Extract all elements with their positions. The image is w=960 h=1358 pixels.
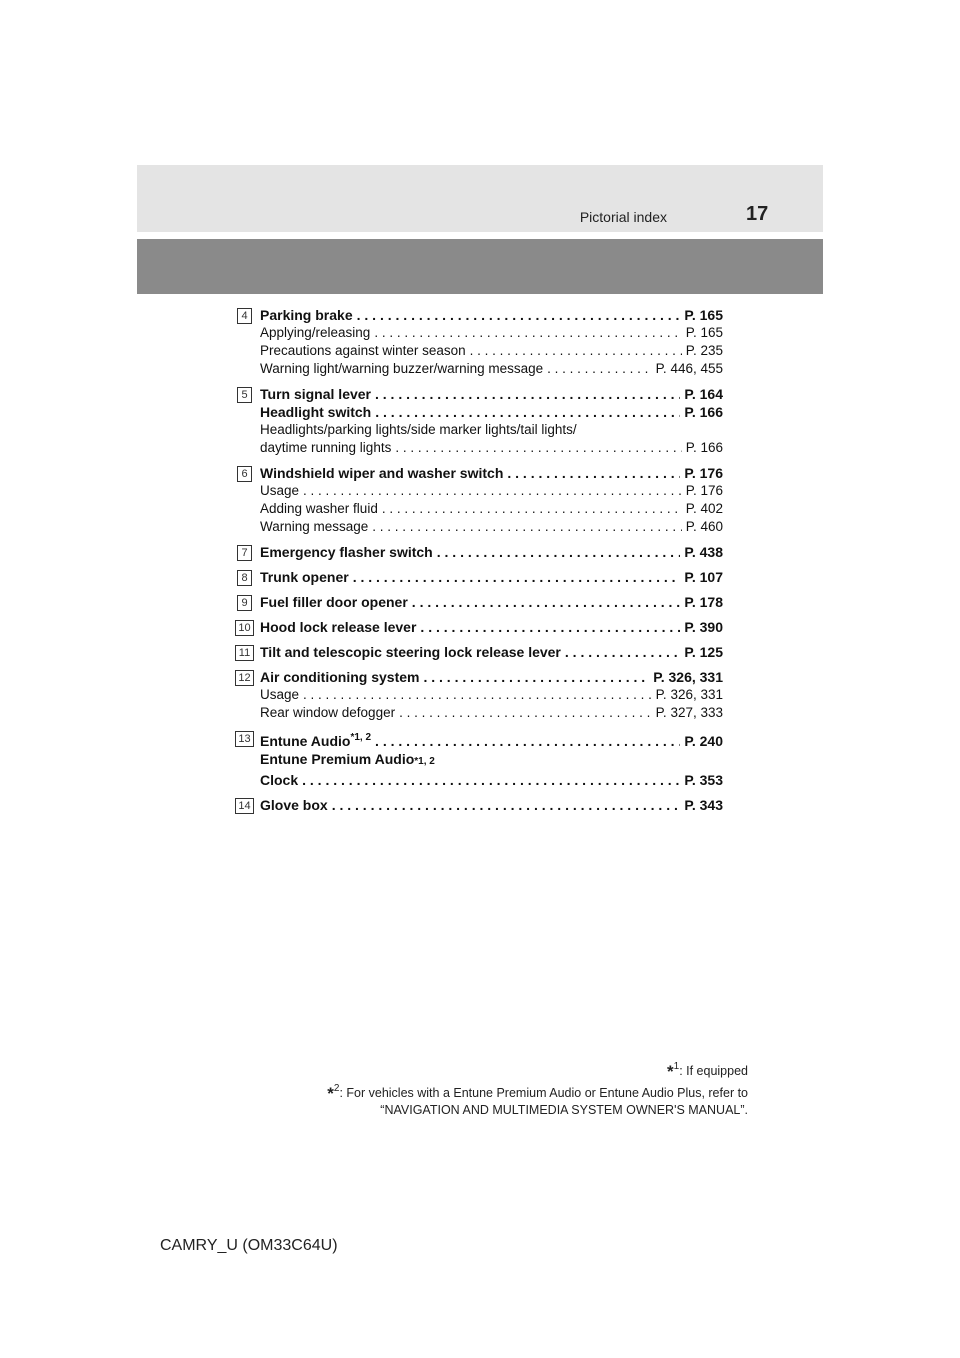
index-item [260, 403, 723, 421]
page-reference-link[interactable]: P. 390 [684, 619, 723, 635]
index-item-label: Tilt and telescopic steering lock release lever [260, 644, 561, 660]
page-number: 17 [746, 203, 769, 225]
index-subitem-label: Warning light/warning buzzer/warning message [260, 361, 544, 376]
index-subitem-label: daytime running lights [260, 440, 392, 455]
header-band-light [137, 165, 823, 232]
index-entry [237, 385, 723, 457]
dot-leader [303, 482, 682, 500]
index-item-label: Parking brake [260, 307, 353, 323]
dot-leader [395, 439, 681, 457]
page-reference-link[interactable]: P. 326, 331 [655, 687, 723, 702]
dot-leader [302, 771, 680, 789]
page-reference-link[interactable]: P. 176 [684, 465, 723, 481]
index-item-label: Trunk opener [260, 569, 349, 585]
index-item-label: Entune Audio$^{*1, 2}$ [260, 732, 372, 749]
page-reference-link[interactable]: P. 176 [685, 483, 723, 498]
index-item [260, 729, 723, 750]
index-item [260, 385, 723, 403]
index-subitem [260, 342, 723, 360]
index-entry [237, 568, 723, 586]
dot-leader [375, 732, 680, 750]
index-entry [237, 796, 723, 814]
page-reference-link[interactable]: P. 327, 333 [655, 705, 723, 720]
page-reference-link[interactable]: P. 240 [684, 733, 723, 749]
dot-leader [547, 360, 652, 378]
dot-leader [357, 306, 681, 324]
page-reference-link[interactable]: P. 235 [685, 343, 723, 358]
index-subitem [260, 704, 723, 722]
dot-leader [382, 500, 682, 518]
index-item [260, 668, 723, 686]
page-reference-link[interactable]: P. 460 [685, 519, 723, 534]
dot-leader [412, 593, 681, 611]
dot-leader [303, 686, 652, 704]
page-reference-link[interactable]: P. 446, 455 [655, 361, 723, 376]
page-reference-link[interactable]: P. 402 [685, 501, 723, 516]
index-item [260, 750, 723, 771]
index-entry [237, 729, 723, 789]
dot-leader [470, 342, 682, 360]
dot-leader [375, 385, 680, 403]
index-item-label: Emergency flasher switch [260, 544, 433, 560]
dot-leader [437, 543, 681, 561]
index-entry [237, 593, 723, 611]
footnote-ref: *1, 2 [350, 732, 372, 743]
index-item-label: Entune Premium Audio [260, 751, 415, 767]
callout-number-badge: 7 [237, 545, 252, 561]
footnote-ref: *1, 2 [414, 756, 435, 767]
callout-number-badge: 12 [235, 670, 254, 686]
callout-number-badge: 9 [237, 595, 252, 611]
index-subitem [260, 482, 723, 500]
index-entry [237, 306, 723, 378]
page-reference-link[interactable]: P. 353 [684, 772, 723, 788]
page-reference-link[interactable]: P. 343 [684, 797, 723, 813]
callout-number-badge: 13 [235, 731, 254, 747]
dot-leader [399, 704, 652, 722]
index-subitem [260, 500, 723, 518]
index-item [260, 618, 723, 636]
index-item-label: Fuel filler door opener [260, 594, 408, 610]
dot-leader [565, 643, 680, 661]
callout-number-badge: 14 [235, 798, 254, 814]
index-item-label: Glove box [260, 797, 328, 813]
callout-number-badge: 6 [237, 466, 252, 482]
index-entry [237, 543, 723, 561]
page-reference-link[interactable]: P. 107 [684, 569, 723, 585]
page-reference-link[interactable]: P. 166 [685, 440, 723, 455]
section-title: Pictorial index [579, 209, 667, 225]
index-item-label: Clock [260, 772, 299, 788]
index-item [260, 568, 723, 586]
index-item-label: Hood lock release lever [260, 619, 417, 635]
index-item [260, 643, 723, 661]
callout-number-badge: 11 [235, 645, 254, 661]
page-reference-link[interactable]: P. 125 [684, 644, 723, 660]
footnote-2-continued: “NAVIGATION AND MULTIMEDIA SYSTEM OWNER'S MANUAL”. [380, 1103, 748, 1117]
index-item [260, 543, 723, 561]
page-reference-link[interactable]: P. 165 [684, 307, 723, 323]
model-code: CAMRY_U (OM33C64U) [160, 1237, 338, 1254]
dot-leader [372, 518, 681, 536]
index-item [260, 464, 723, 482]
callout-number-badge: 8 [237, 570, 252, 586]
index-entry [237, 668, 723, 722]
index-entry [237, 464, 723, 536]
header-band-dark [137, 239, 823, 294]
page-reference-link[interactable]: P. 164 [684, 386, 723, 402]
index-subitem [260, 324, 723, 342]
page-reference-link[interactable]: P. 326, 331 [653, 669, 723, 685]
index-subitem [260, 686, 723, 704]
index-item [260, 306, 723, 324]
index-subitem-label: Rear window defogger [260, 705, 396, 720]
index-item [260, 593, 723, 611]
index-subitem-text: Headlights/parking lights/side marker lights/tail lights/ [260, 422, 577, 437]
index-item [260, 796, 723, 814]
index-item-label: Turn signal lever [260, 386, 371, 402]
index-subitem [260, 360, 723, 378]
index-subitem-label: Usage [260, 687, 300, 702]
index-subitem [260, 439, 723, 457]
dot-leader [420, 618, 680, 636]
index-subitem-label: Adding washer fluid [260, 501, 378, 516]
index-item-label: Headlight switch [260, 404, 372, 420]
index-subitem-label: Usage [260, 483, 300, 498]
page-reference-link[interactable]: P. 165 [685, 325, 723, 340]
index-entry [237, 643, 723, 661]
index-item-label: Air conditioning system [260, 669, 420, 685]
dot-leader [353, 568, 681, 586]
dot-leader [375, 403, 680, 421]
index-subitem [260, 518, 723, 536]
dot-leader [332, 796, 681, 814]
index-list [237, 306, 723, 821]
index-item [260, 771, 723, 789]
callout-number-badge: 5 [237, 387, 252, 403]
footnote-1: *$^1$: If equipped [667, 1061, 748, 1081]
callout-number-badge: 10 [235, 620, 254, 636]
index-item-label: Windshield wiper and washer switch [260, 465, 504, 481]
page-reference-link[interactable]: P. 178 [684, 594, 723, 610]
footnotes [327, 1058, 748, 1119]
index-subitem-label: Warning message [260, 519, 369, 534]
dot-leader [507, 464, 680, 482]
index-subitem-label: Applying/releasing [260, 325, 371, 340]
index-subitem-label: Precautions against winter season [260, 343, 466, 358]
callout-number-badge: 4 [237, 308, 252, 324]
index-entry [237, 618, 723, 636]
dot-leader [423, 668, 649, 686]
dot-leader [374, 324, 681, 342]
footnote-2: *$^2$: For vehicles with a Entune Premium Audio or Entune Audio Plus, refer to [327, 1083, 748, 1103]
page-reference-link[interactable]: P. 166 [684, 404, 723, 420]
page-reference-link[interactable]: P. 438 [684, 544, 723, 560]
